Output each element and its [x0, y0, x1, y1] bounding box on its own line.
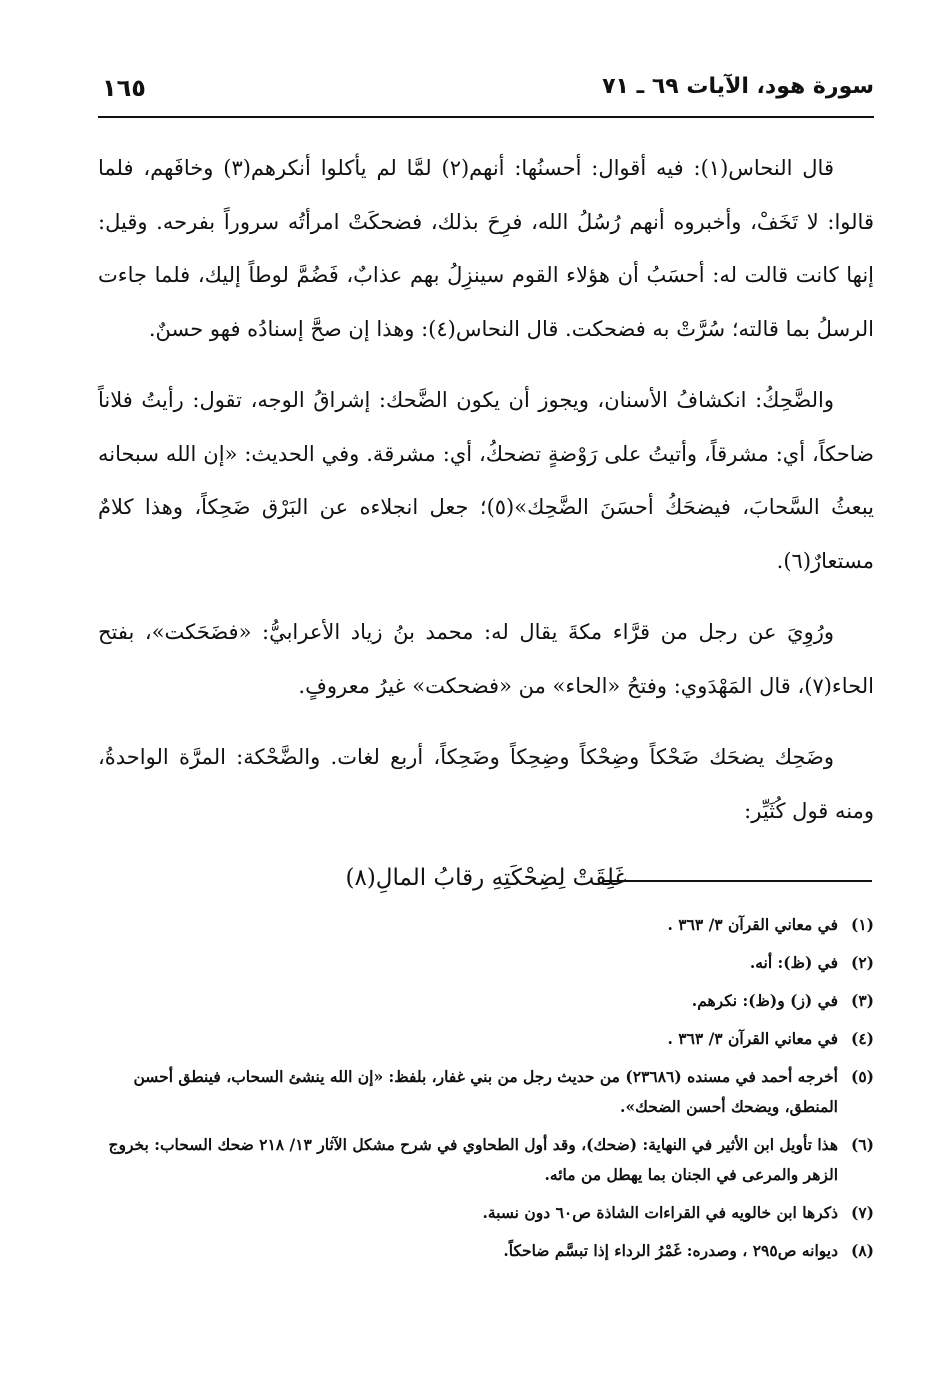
footnote-separator: [602, 880, 872, 882]
footnote: [98, 1062, 874, 1122]
footnote-number: (٥): [850, 1067, 874, 1086]
paragraph: قال النحاس(١): فيه أقوال: أحسنُها: أنهم(٢) لمَّا لم يأكلوا أنكرهم(٣) وخافَهم، فلما قالوا: لا تَخَفْ، وأخبروه أنهم رُسُلُ الله، فرِحَ بذلك، فضحكَتْ امرأتُه سروراً بفرحه. وقيل: إنها كانت قالت له: أحسَبُ أن هؤلاء القوم سينزِلُ بهم عذابٌ، فَضُمَّ لوطاً إليك، فلما جاءت الرسلُ بما قالته؛ سُرَّتْ به فضحكت. قال النحاس(٤): وهذا إن صحَّ إسنادُه فهو حسنٌ.: [98, 156, 874, 341]
footnote-text: ذكرها ابن خالويه في القراءات الشاذة ص٦٠ دون نسبة.: [482, 1203, 838, 1222]
footnote: [98, 1198, 874, 1228]
footnote: [98, 1130, 874, 1190]
footnote-text: في معاني القرآن ٣/ ٣٦٣ .: [667, 915, 838, 934]
paragraph: وضَحِك يضحَك ضَحْكاً وضِحْكاً وضِحِكاً وضَحِكاً، أربع لغات. والضَّحْكة: المرَّة الواحدةُ، ومنه قول كُثَيِّر:: [98, 745, 874, 823]
footnote-text: أخرجه أحمد في مسنده (٢٣٦٨٦) من حديث رجل من بني غفار، بلفظ: «إن الله ينشئ السحاب، فينطق أحسن المنطق، ويضحك أحسن الضحك».: [133, 1067, 838, 1116]
footnote: [98, 1024, 874, 1054]
header-title: سورة هود، الآيات ٦٩ ـ ٧١: [602, 74, 874, 99]
footnote-number: (٢): [850, 953, 874, 972]
running-header: [98, 72, 874, 118]
page-number: ١٦٥: [102, 74, 146, 102]
footnote: [98, 986, 874, 1016]
footnote: [98, 910, 874, 940]
footnote-text: في (ز) و(ظ): نكرهم.: [691, 991, 838, 1010]
footnote-number: (٦): [850, 1135, 874, 1154]
footnote-text: ديوانه ص٢٩٥ ، وصدره: غَمْرُ الرداء إذا تبسَّم ضاحكاً.: [503, 1241, 838, 1260]
footnote-text: في معاني القرآن ٣/ ٣٦٣ .: [667, 1029, 838, 1048]
poetry-verse: غَلِقَتْ لِضِحْكَتِهِ رقابُ المالِ(٨): [345, 865, 627, 891]
paragraph: والضَّحِكُ: انكشافُ الأسنان، ويجوز أن يكون الضَّحك: إشراقُ الوجه، تقول: رأيتُ فلاناً ضاحكاً، أي: مشرقاً، وأتيتُ على رَوْضةٍ تضحكُ، أي: مشرقة. وفي الحديث: «إن الله سبحانه يبعثُ السَّحابَ، فيضحَكُ أحسَنَ الضَّحِك»(٥)؛ جعل انجلاءه عن البَرْق ضَحِكاً، وهذا كلامٌ مستعارٌ(٦).: [98, 388, 874, 573]
footnote-number: (٨): [850, 1241, 874, 1260]
footnote-number: (٣): [850, 991, 874, 1010]
footnote-number: (٤): [850, 1029, 874, 1048]
footnotes: [98, 910, 874, 1274]
footnote-text: هذا تأويل ابن الأثير في النهاية: (ضحك)، وقد أول الطحاوي في شرح مشكل الآثار ١٣/ ٢١٨ ضحك السحاب: بخروج الزهر والمرعى في الجنان بما يهطل من مائه.: [108, 1135, 838, 1184]
footnote-number: (١): [850, 915, 874, 934]
main-text: [98, 142, 874, 906]
footnote-number: (٧): [850, 1203, 874, 1222]
footnote: [98, 948, 874, 978]
paragraph: ورُوِيَ عن رجل من قرَّاء مكةَ يقال له: محمد بنُ زياد الأعرابيُّ: «فضَحَكت»، بفتح الحاء(٧)، قال المَهْدَوي: وفتحُ «الحاء» من «فضحكت» غيرُ معروفٍ.: [98, 620, 874, 698]
footnote-text: في (ظ): أنه.: [749, 953, 838, 972]
footnote: [98, 1236, 874, 1266]
